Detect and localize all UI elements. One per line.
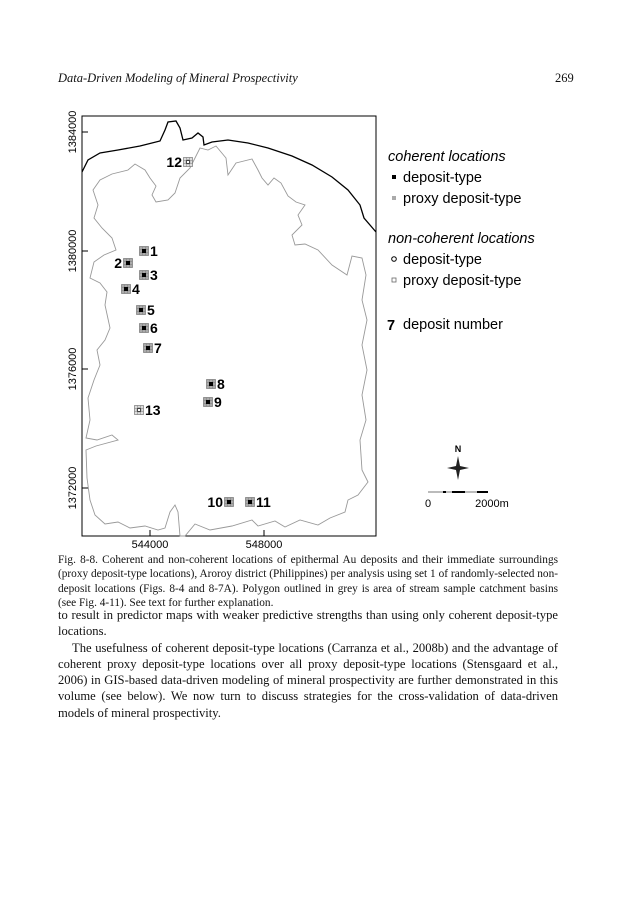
x-tick-label: 548000 [245, 539, 283, 551]
y-tick-label: 1384000 [67, 110, 79, 154]
deposit-number: 2 [114, 255, 122, 271]
legend-noncoherent-heading: non-coherent locations [388, 231, 535, 247]
deposit-marker-8 [207, 376, 226, 392]
deposit-marker-12 [166, 154, 192, 170]
deposit-number: 1 [150, 243, 158, 259]
deposit-marker-11 [246, 494, 272, 510]
legend-item: proxy deposit-type [403, 273, 522, 289]
y-tick-label: 1376000 [67, 347, 79, 391]
north-arrow [447, 444, 469, 480]
north-label: N [454, 444, 462, 454]
catchment-polygon [86, 146, 368, 536]
deposit-number: 12 [166, 154, 182, 170]
deposit-number: 7 [154, 340, 162, 356]
deposit-marker-5 [137, 302, 156, 318]
deposit-marker-7 [144, 340, 163, 356]
deposit-number: 3 [150, 267, 158, 283]
deposit-marker-2 [114, 255, 132, 271]
compass-rose-icon [447, 456, 469, 480]
noncoherent-proxy-symbol [392, 278, 396, 282]
deposit-number: 13 [145, 402, 161, 418]
deposit-marker-6 [140, 320, 159, 336]
deposit-marker-1 [140, 243, 159, 259]
map-frame [82, 116, 376, 536]
deposit-number: 4 [132, 281, 140, 297]
running-title: Data-Driven Modeling of Mineral Prospectivity [58, 71, 298, 85]
deposit-number: 10 [207, 494, 223, 510]
deposit-number: 9 [214, 394, 222, 410]
legend-item: deposit-type [403, 252, 482, 268]
deposit-number: 11 [256, 494, 271, 510]
scale-start: 0 [424, 498, 432, 510]
deposit-marker-3 [140, 267, 159, 283]
coastline [82, 121, 376, 232]
y-tick-label: 1372000 [67, 466, 79, 510]
legend [387, 149, 535, 334]
deposit-marker-9 [204, 394, 223, 410]
figure-caption: Fig. 8-8. Coherent and non-coherent locations of epithermal Au deposits and their immediate surroundings (proxy deposit-type locations), Aroroy district (Philippines) per analysis using set 1 of randomly-selected non-deposit locations (Figs. 8-4 and 8-7A). Polygon outlined in grey is area of stream sample catchment basins (see Fig. 4-11). See text for further explanation. [58, 554, 558, 609]
paragraph: The usefulness of coherent deposit-type locations (Carranza et al., 2008b) and the advantage of coherent proxy deposit-type locations over all proxy deposit-type locations (Stensgaard et al., 2006) in GIS-based data-driven modeling of mineral prospectivity are further demonstrated in this volume (see below). We now turn to discuss strategies for the cross-validation of data-driven models of mineral prospectivity. [58, 640, 558, 720]
legend-coherent-heading: coherent locations [388, 149, 506, 165]
legend-item: deposit number [403, 317, 503, 333]
paragraph: to result in predictor maps with weaker predictive strengths than using only coherent deposit-type locations. [58, 608, 558, 639]
legend-number-example: 7 [387, 318, 396, 334]
x-tick-label: 544000 [131, 539, 169, 551]
deposit-marker-4 [122, 281, 141, 297]
body-text [58, 607, 558, 721]
noncoherent-deposit-symbol [392, 257, 397, 262]
page-number: 269 [555, 71, 574, 85]
coherent-proxy-symbol [392, 196, 396, 200]
deposit-number: 5 [147, 302, 155, 318]
coherent-deposit-symbol [392, 175, 396, 179]
deposit-marker-10 [207, 494, 233, 510]
scale-end: 2000m [475, 498, 509, 510]
legend-item: deposit-type [403, 170, 482, 186]
legend-item: proxy deposit-type [403, 191, 522, 207]
y-tick-label: 1380000 [67, 229, 79, 273]
scale-bar [425, 491, 509, 510]
deposit-number: 8 [217, 376, 225, 392]
deposit-marker-13 [135, 402, 161, 418]
deposit-number: 6 [150, 320, 158, 336]
